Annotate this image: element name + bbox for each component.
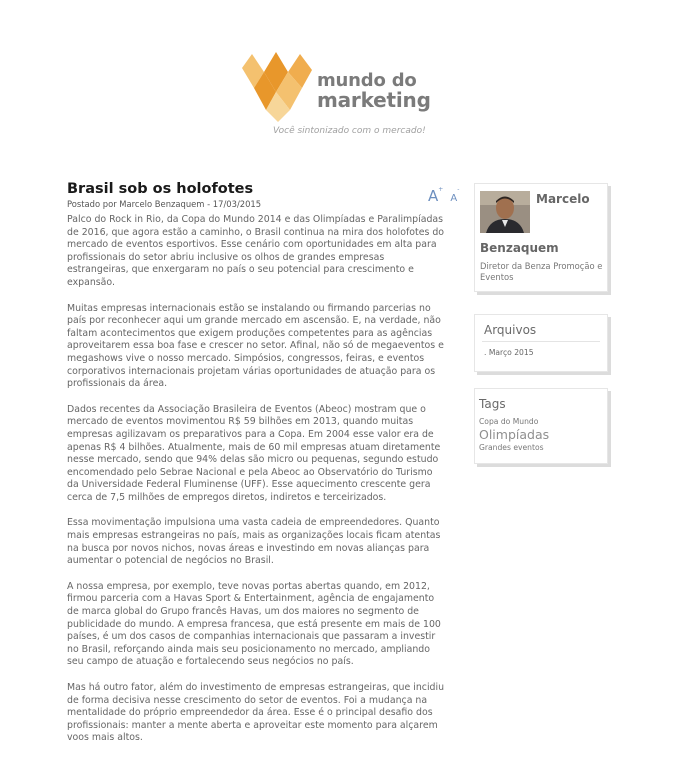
author-widget xyxy=(474,183,608,292)
post-paragraph: Dados recentes da Associação Brasileira de Eventos (Abeoc) mostram que o mercado de eventos movimentou R$ 59 bilhões em 2013, quando muitas empresas agilizavam os preparativos para a Copa. Em 2004 esse valor era de apenas R$ 4 bilhões. Atualmente, mais de 60 mil empresas atuam diretamente nesse mercado, sendo que 94% delas são micro ou pequenas, segundo estudo encomendado pelo Sebrae Nacional e pela Abeoc ao Observatório do Turismo da Universidade Federal Fluminense (UFF). Esse aquecimento crescente gera cerca de 7,5 milhões de empregos diretos, indiretos e terceirizados. xyxy=(67,403,441,503)
post-paragraph: A nossa empresa, por exemplo, teve novas portas abertas quando, em 2012, firmou parceria com a Havas Sport & Entertainment, agência de engajamento de marca global do Grupo francês Havas, um dos maiores no segmento de publicidade do mundo. A empresa francesa, que está presente em mais de 100 países, é um dos casos de companhias internacionais que passaram a investir no Brasil, reforçando ainda mais seu posicionamento no mercado, ampliando seu campo de atuação e fortalecendo seus negócios no país. xyxy=(67,580,441,668)
archive-divider xyxy=(482,341,600,342)
archive-item-march-2015[interactable]: . Março 2015 xyxy=(484,348,534,357)
tags-heading: Tags xyxy=(479,397,506,411)
archive-widget xyxy=(474,314,608,372)
post-paragraph: Muitas empresas internacionais estão se instalando ou firmando parcerias no país por reconhecer aqui um grande mercado em ascensão. E, na verdade, não faltam acontecimentos que exigem produções competentes para as agências aproveitarem essa boa fase e crescer no setor. Afinal, não só de megaeventos e megashows vive o nosso mercado. Simpósios, congressos, feiras, e eventos corporativos internacionais projetam várias oportunidades de atuação para os profissionais da área. xyxy=(67,302,444,390)
logo-tagline: Você sintonizado com o mercado! xyxy=(273,126,426,136)
post-body xyxy=(67,214,447,758)
author-role: Diretor da Benza Promoção e Eventos xyxy=(480,261,603,282)
mundo-do-marketing-logo-icon xyxy=(240,48,320,123)
tags-widget xyxy=(474,388,608,464)
post-paragraph: Mas há outro fator, além do investimento de empresas estrangeiras, que incidiu de forma decisiva nesse crescimento do setor de eventos. Foi a mudança na mentalidade do próprio empreendedor da área. Esse é o principal desafio dos profissionais: manter a mente aberta e aproveitar este momento para alçarem voos mais altos. xyxy=(67,682,445,744)
post-meta: Postado por Marcelo Benzaquem - 17/03/2015 xyxy=(67,199,262,209)
font-decrease-button[interactable]: A- xyxy=(450,186,460,204)
logo-text-line2: marketing xyxy=(317,88,431,112)
font-size-controls xyxy=(428,186,459,205)
post-paragraph: Palco do Rock in Rio, da Copa do Mundo 2014 e das Olimpíadas e Paralimpíadas de 2016, que agora estão a caminho, o Brasil continua na mira dos holofotes do mercado de eventos esportivos. Esse cenário com oportunidades em alta para profissionais do setor abriu inclusive os olhos de grandes empresas estrangeiras, que enxergaram no país o seu potencial para crescimento e expansão. xyxy=(67,214,445,288)
post-paragraph: Essa movimentação impulsiona uma vasta cadeia de empreendedores. Quanto mais empresas estrangeiras no país, mais as organizações locais ficam atentas na busca por novos nichos, novas áreas e investindo em novas alianças para aumentar o potencial de negócios no Brasil. xyxy=(67,517,441,567)
tag-grandes-eventos[interactable]: Grandes eventos xyxy=(479,443,544,452)
author-photo-icon xyxy=(480,191,530,233)
site-logo[interactable] xyxy=(240,48,440,143)
font-increase-button[interactable]: A+ xyxy=(428,186,444,205)
author-avatar[interactable] xyxy=(480,191,530,233)
tag-olimpiadas[interactable]: Olimpíadas xyxy=(479,427,550,442)
archive-heading: Arquivos xyxy=(484,323,537,337)
author-first-name[interactable]: Marcelo xyxy=(536,192,590,206)
tag-copa-do-mundo[interactable]: Copa do Mundo xyxy=(479,417,539,426)
logo-text-line1: mundo do xyxy=(317,70,417,91)
post-title[interactable]: Brasil sob os holofotes xyxy=(67,181,254,197)
author-last-name[interactable]: Benzaquem xyxy=(480,241,559,255)
